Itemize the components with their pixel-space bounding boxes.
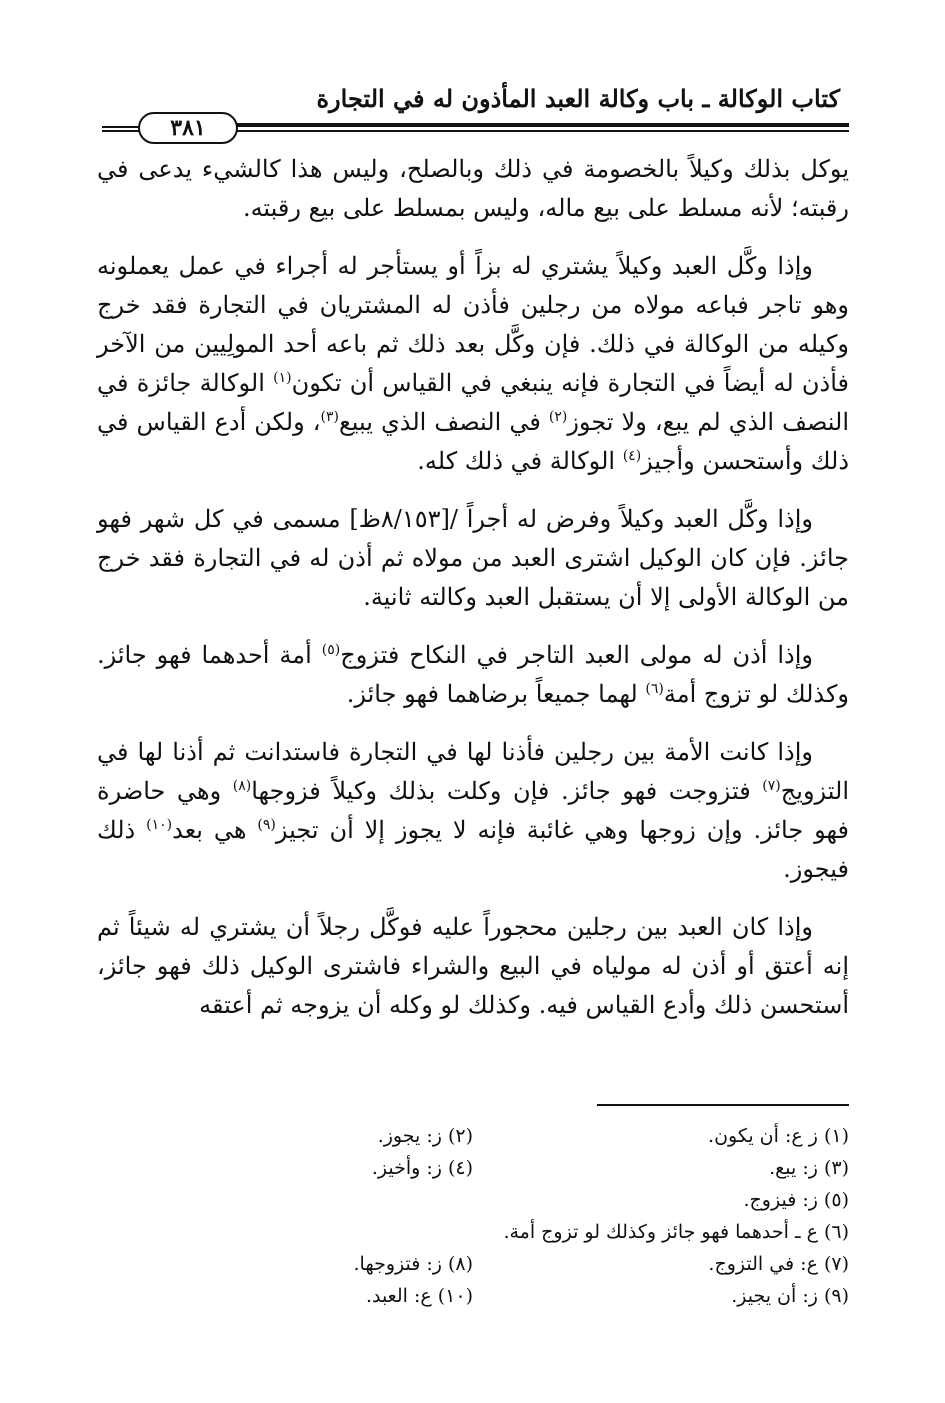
paragraph-3: وإذا وكَّل العبد وكيلاً وفرض له أجراً /[٨/١٥٣ظ] مسمى في كل شهر فهو جائز. فإن كان الوكيل اشترى العبد من مولاه ثم أذن له في التجارة فقد خرج من الوكالة الأولى إلا أن يستقبل العبد وكالته ثانية. bbox=[97, 505, 849, 611]
body-text bbox=[97, 150, 849, 1044]
footnote-ref-4: (٤) bbox=[622, 448, 642, 464]
rule-right-thin bbox=[231, 130, 849, 132]
footnote-ref-2: (٢) bbox=[548, 409, 568, 425]
footnotes bbox=[97, 1120, 849, 1312]
paragraph-5 bbox=[97, 733, 849, 889]
paragraph-1: يوكل بذلك وكيلاً بالخصومة في ذلك وبالصلح، وليس هذا كالشيء يدعى في رقبته؛ لأنه مسلط على بيع ماله، وليس بمسلط على بيع رقبته. bbox=[97, 155, 849, 222]
footnote-row bbox=[97, 1184, 849, 1216]
footnote-4: (٤) ز: وأخيز. bbox=[371, 1157, 473, 1179]
paragraph-6: وإذا كان العبد بين رجلين محجوراً عليه فوكَّل رجلاً أن يشتري له شيئاً ثم إنه أعتق أو أذن له مولياه في البيع والشراء فاشترى الوكيل ذلك فهو جائز، أستحسن ذلك وأدع القياس فيه. وكذلك لو وكله أن يزوجه ثم أعتقه bbox=[97, 913, 849, 1019]
footnote-row bbox=[97, 1216, 849, 1248]
paragraph-2 bbox=[97, 247, 849, 481]
footnote-ref-9: (٩) bbox=[257, 817, 276, 833]
footnote-row bbox=[97, 1152, 849, 1184]
p2-part-d: ، ولكن أدع القياس في ذلك وأستحسن وأجيز bbox=[97, 408, 849, 475]
p2-part-b: الوكالة جائزة في النصف الذي لم يبع، ولا تجوز bbox=[97, 369, 850, 436]
footnote-row bbox=[97, 1248, 849, 1280]
footnote-10: (١٠) ع: العبد. bbox=[365, 1285, 473, 1307]
rule-right-thick bbox=[231, 123, 849, 127]
rule-left-segment bbox=[102, 126, 142, 132]
footnote-row bbox=[97, 1120, 849, 1152]
paragraph-4 bbox=[97, 636, 849, 714]
footnote-2: (٢) ز: يجوز. bbox=[377, 1125, 473, 1147]
p2-part-a: وإذا وكَّل العبد وكيلاً يشتري له بزاً أو يستأجر له أجراء في عمل يعملونه وهو تاجر فباعه مولاه من رجلين فأذن له المشتريان في التجارة فقد خرج وكيله من الوكالة في ذلك. فإن وكَّل بعد ذلك ثم باعه أحد المولِيين من الآخر فأذن له أيضاً في التجارة فإنه ينبغي في القياس أن تكون bbox=[97, 252, 849, 397]
footnote-6: (٦) ع ـ أحدهما فهو جائز وكذلك لو تزوج أمة. bbox=[503, 1221, 849, 1243]
footnote-ref-5: (٥) bbox=[321, 642, 341, 658]
header-rule bbox=[102, 112, 849, 142]
p2-part-c: في النصف الذي يبيع bbox=[338, 408, 549, 436]
footnote-row bbox=[97, 1280, 849, 1312]
p4-part-a: وإذا أذن له مولى العبد التاجر في النكاح فتزوج bbox=[340, 641, 814, 669]
footnote-ref-7: (٧) bbox=[762, 778, 781, 794]
footnote-ref-8: (٨) bbox=[232, 778, 252, 794]
footnote-ref-10: (١٠) bbox=[146, 817, 173, 833]
running-title: كتاب الوكالة ـ باب وكالة العبد المأذون له في التجارة bbox=[316, 84, 840, 113]
p5-part-b: فتزوجت فهو جائز. فإن وكلت بذلك وكيلاً فزوجها bbox=[251, 777, 763, 805]
p2-part-e: الوكالة في ذلك كله. bbox=[417, 447, 623, 475]
p4-part-c: لهما جميعاً برضاهما فهو جائز. bbox=[346, 680, 646, 708]
footnote-ref-3: (٣) bbox=[320, 409, 339, 425]
footnote-ref-6: (٦) bbox=[645, 681, 664, 697]
footnote-ref-1: (١) bbox=[273, 370, 292, 386]
page-number: ٣٨١ bbox=[138, 112, 238, 144]
footnote-9: (٩) ز: أن يجيز. bbox=[731, 1285, 849, 1307]
footnote-7: (٧) ع: في التزوج. bbox=[708, 1253, 849, 1275]
footnote-5: (٥) ز: فيزوج. bbox=[743, 1189, 849, 1211]
footnote-separator bbox=[597, 1104, 849, 1106]
footnote-1: (١) ز ع: أن يكون. bbox=[708, 1125, 849, 1147]
p5-part-a: وإذا كانت الأمة بين رجلين فأذنا لها في التجارة فاستدانت ثم أذنا لها في التزويج bbox=[97, 738, 849, 805]
p5-part-d: هي بعد bbox=[172, 816, 258, 844]
p5-part-c: وهي حاضرة فهو جائز. وإن زوجها وهي غائبة فإنه لا يجوز إلا أن تجيز bbox=[97, 777, 849, 844]
p5-part-e: ذلك فيجوز. bbox=[97, 816, 849, 883]
p4-part-b: أمة أحدهما فهو جائز. وكذلك لو تزوج أمة bbox=[97, 641, 849, 708]
footnote-8: (٨) ز: فتزوجها. bbox=[353, 1253, 473, 1275]
footnote-3: (٣) ز: يبع. bbox=[769, 1157, 849, 1179]
